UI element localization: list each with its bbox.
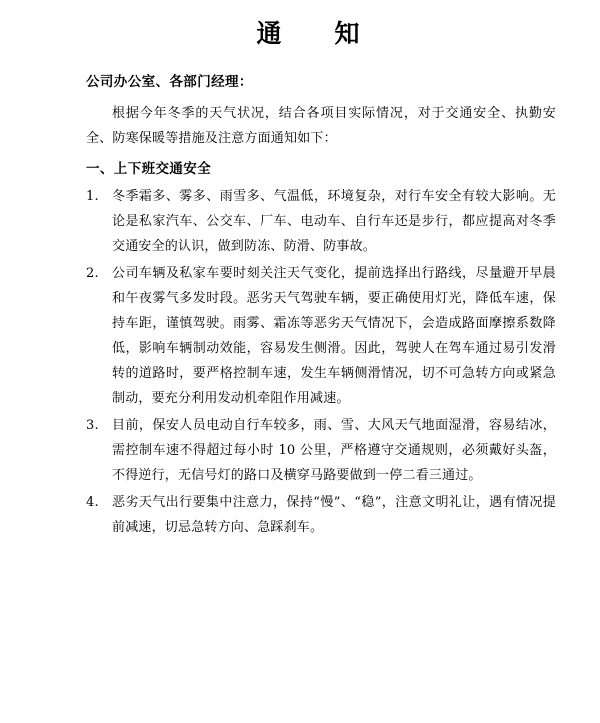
list-item-text: 冬季霜多、雾多、雨雪多、气温低，环境复杂，对行车安全有较大影响。无论是私家汽车、公交车、厂车、电动车、自行车还是步行，都应提高对冬季交通安全的认识，做到防冻、防滑、防事故。 <box>112 189 556 254</box>
list-item <box>60 490 556 540</box>
list-item-number: 3. <box>86 418 99 433</box>
list-item <box>60 184 556 259</box>
list-item-text: 目前，保安人员电动自行车较多，雨、雪、大风天气地面湿滑，容易结冰，需控制车速不得超过每小时 10 公里，严格遵守交通规则，必须戴好头盔，不得逆行，无信号灯的路口及横穿马路要做到一停二看三通过。 <box>112 418 556 483</box>
numbered-list-section-1 <box>60 184 556 540</box>
list-item <box>60 261 556 411</box>
list-item-text: 恶劣天气出行要集中注意力，保持“慢”、“稳”，注意文明礼让，遇有情况提前减速，切忌急转方向、急踩刹车。 <box>112 495 556 535</box>
list-item-number: 2. <box>86 266 99 281</box>
intro-paragraph: 根据今年冬季的天气状况，结合各项目实际情况，对于交通安全、执勤安全、防寒保暖等措施及注意方面通知如下： <box>86 106 556 146</box>
list-item-number: 4. <box>86 495 99 510</box>
list-item-number: 1. <box>86 189 99 204</box>
section-heading-1: 一、上下班交通安全 <box>86 161 212 177</box>
addressee-line: 公司办公室、各部门经理： <box>86 74 253 90</box>
page-title: 通 知 <box>256 19 374 48</box>
list-item <box>60 413 556 488</box>
list-item-text: 公司车辆及私家车要时刻关注天气变化，提前选择出行路线，尽量避开早晨和午夜雾气多发时段。恶劣天气驾驶车辆，要正确使用灯光，降低车速，保持车距，谨慎驾驶。雨雾、霜冻等恶劣天气情况下，会造成路面摩擦系数降低，影响车辆制动效能，容易发生侧滑。因此，驾驶人在驾车通过易引发滑转的道路时，要严格控制车速，发生车辆侧滑情况，切不可急转方向或紧急制动，要充分利用发动机牵阻作用减速。 <box>112 266 556 406</box>
